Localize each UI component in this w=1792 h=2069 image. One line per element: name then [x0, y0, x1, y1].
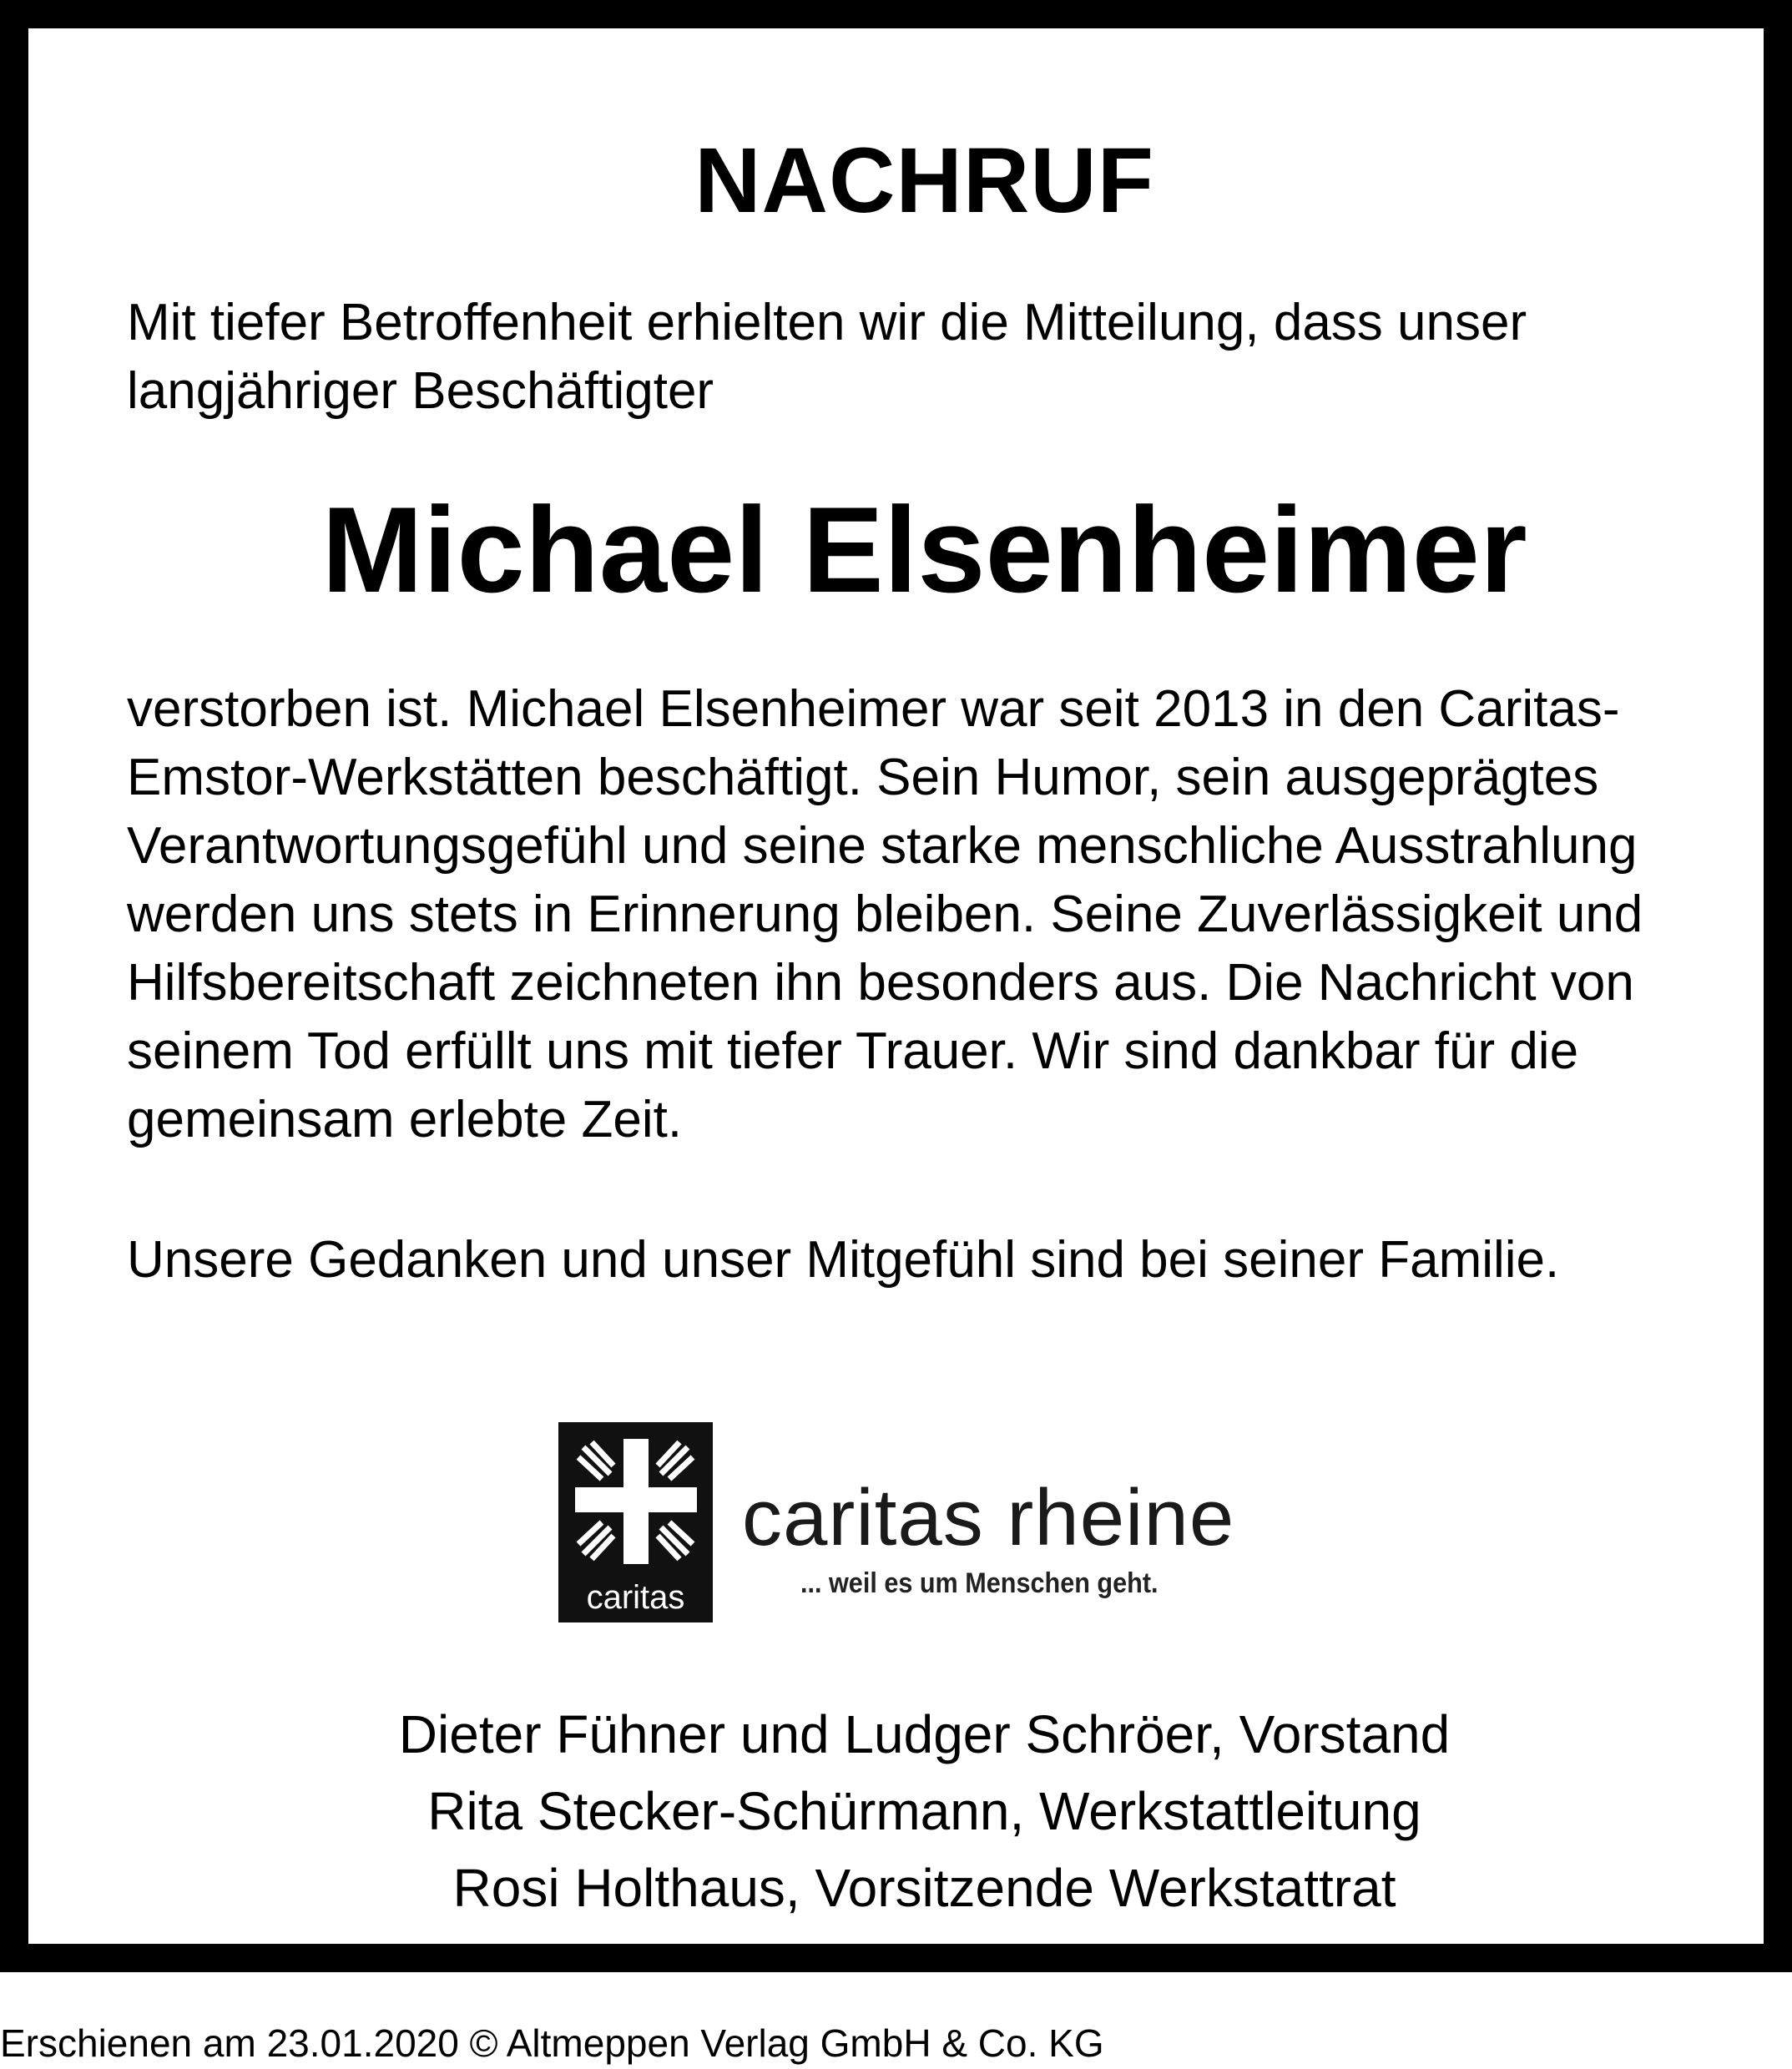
publication-footer: Erschienen am 23.01.2020 © Altmeppen Verlag GmbH & Co. KG — [0, 2021, 1104, 2065]
main-text: verstorben ist. Michael Elsenheimer war seit 2013 in den Caritas-Emstor-Werkstätten beschäftigt. Sein Humor, sein ausgeprägtes Verantwortungsgefühl und seine starke menschliche Ausstrahlung werden uns stets in Erinnerung bleiben. Seine Zuverlässigkeit und Hilfsbereitschaft zeichneten ihn besonders aus. Die Nachricht von seinem Tod erfüllt uns mit tiefer Trauer. Wir sind dankbar für die gemeinsam erlebte Zeit. — [127, 680, 1643, 1148]
logo-tagline: ... weil es um Menschen geht. — [800, 1567, 1158, 1599]
caritas-logo — [558, 1422, 1293, 1622]
signer-line: Rita Stecker-Schürmann, Werkstattleitung — [427, 1781, 1421, 1841]
deceased-name: Michael Elsenheimer — [321, 482, 1527, 618]
notice-title: NACHRUF — [694, 129, 1154, 232]
signer-line: Rosi Holthaus, Vorsitzende Werkstattrat — [452, 1858, 1396, 1918]
closing-text: Unsere Gedanken und unser Mitgefühl sind bei seiner Familie. — [127, 1231, 1560, 1289]
intro-text: Mit tiefer Betroffenheit erhielten wir die Mitteilung, dass unser langjähriger Beschäftigter — [127, 294, 1527, 420]
signers-list — [28, 1696, 1792, 1926]
signer-line: Dieter Fühner und Ludger Schröer, Vorstand — [398, 1704, 1451, 1764]
logo-box-label: caritas — [586, 1579, 685, 1616]
logo-name: caritas rheine — [742, 1473, 1235, 1562]
caritas-cross-icon — [558, 1422, 713, 1622]
